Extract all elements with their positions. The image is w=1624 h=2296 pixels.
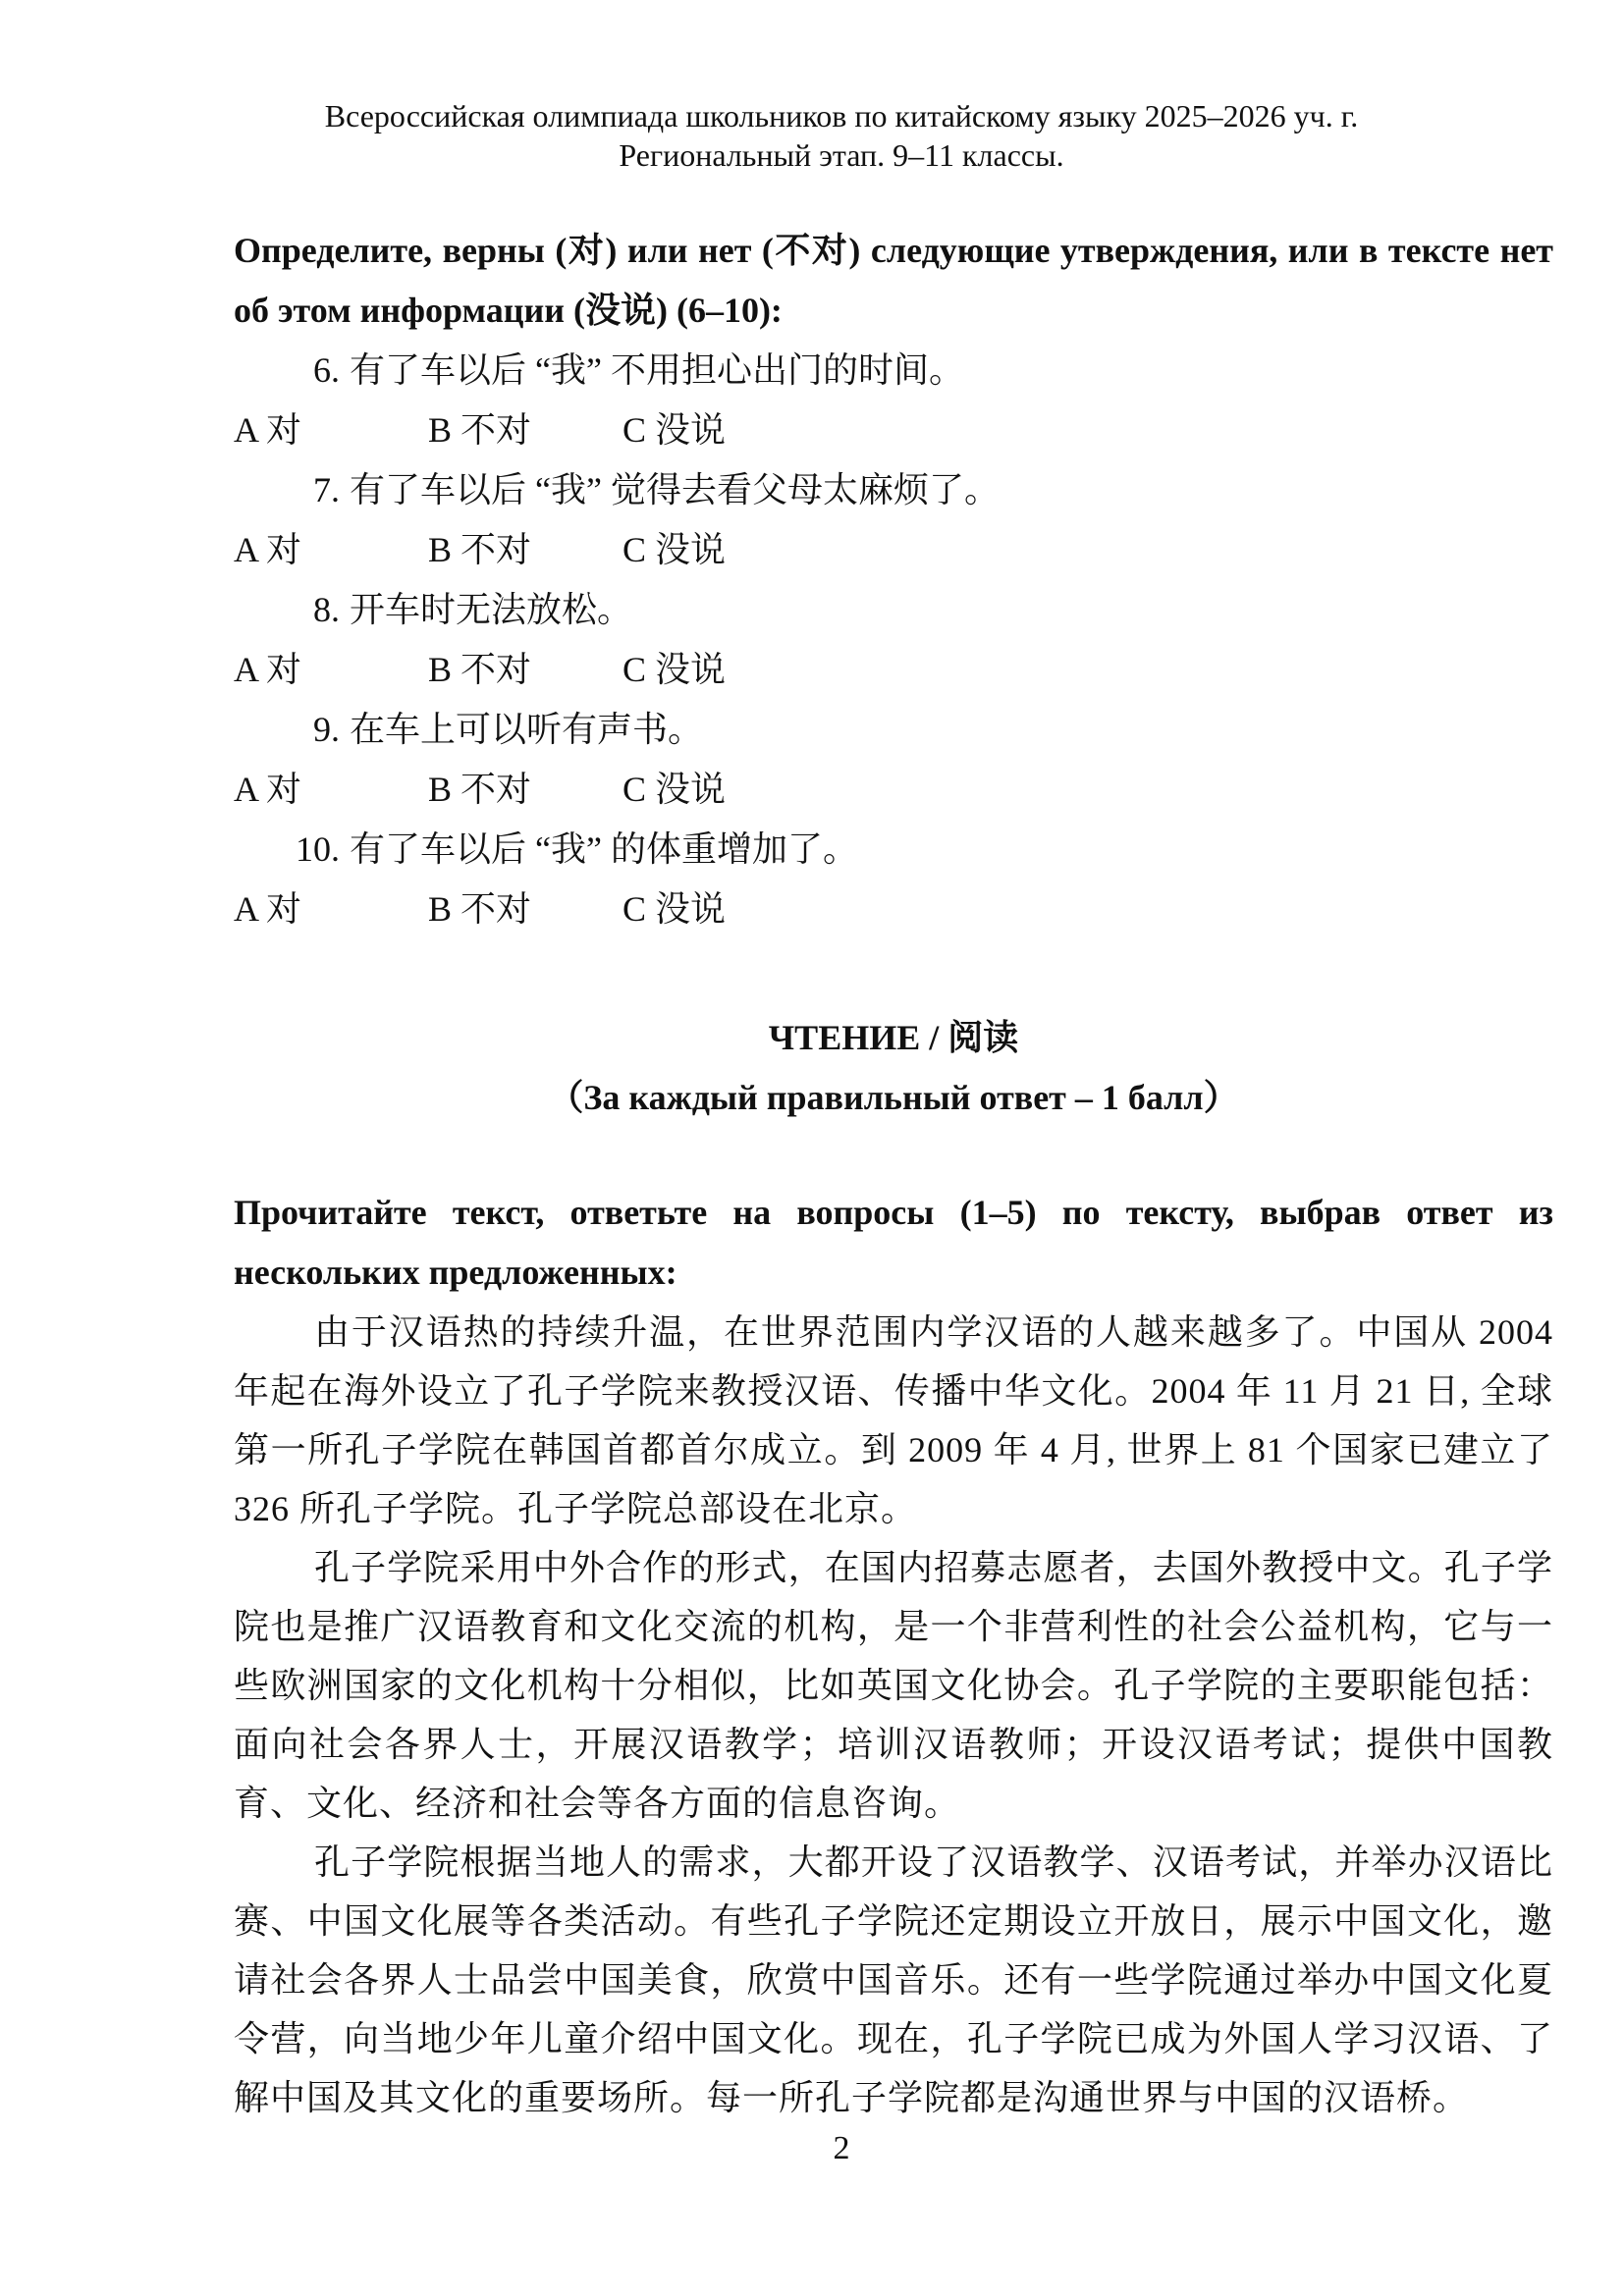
option-c: C 没说 [623,889,727,929]
option-c: C 没说 [623,650,727,689]
option-b: B 不对 [428,889,532,929]
answer-options [234,520,1553,580]
reading-section-title: ЧТЕНИЕ / 阅读 [768,1018,1019,1057]
question-block [234,820,1553,939]
page-header [0,96,1624,175]
option-b: B 不对 [428,530,532,569]
option-a: A 对 [234,410,302,450]
option-c: C 没说 [623,770,727,809]
reading-paragraph-3: 孔子学院根据当地人的需求，大都开设了汉语教学、汉语考试，并举办汉语比赛、中国文化展等各类活动。有些孔子学院还定期设立开放日，展示中国文化，邀请社会各界人士品尝中国美食，欣赏中国音乐。还有一些学院通过举办中国文化夏令营，向当地少年儿童介绍中国文化。现在，孔子学院已成为外国人学习汉语、了解中国及其文化的重要场所。每一所孔子学院都是沟通世界与中国的汉语桥。 [234,1842,1553,2117]
question-number: 9. [313,710,340,749]
answer-options [234,400,1553,460]
question-9 [234,700,1553,760]
reading-scoring-note: （За каждый правильный ответ – 1 балл） [548,1078,1239,1117]
listening-instruction: Определите, верны (对) или нет (不对) следующие утверждения, или в тексте нет об этом информации (没说) (6–10): [234,231,1553,330]
reading-paragraph-2: 孔子学院采用中外合作的形式，在国内招募志愿者，去国外教授中文。孔子学院也是推广汉语教育和文化交流的机构，是一个非营利性的社会公益机构，它与一些欧洲国家的文化机构十分相似，比如英国文化协会。孔子学院的主要职能包括：面向社会各界人士，开展汉语教学；培训汉语教师；开设汉语考试；提供中国教育、文化、经济和社会等各方面的信息咨询。 [234,1548,1553,1823]
question-block [234,341,1553,460]
header-stage: Региональный этап. 9–11 классы. [619,137,1064,173]
question-number: 7. [313,470,340,509]
answer-options [234,760,1553,820]
question-text: 在车上可以听有声书。 [350,710,704,749]
option-c: C 没说 [623,410,727,450]
option-b: B 不对 [428,650,532,689]
question-number: 10. [296,829,340,869]
option-b: B 不对 [428,770,532,809]
question-block [234,700,1553,820]
answer-options [234,640,1553,700]
option-b: B 不对 [428,410,532,450]
question-text: 有了车以后 “我” 的体重增加了。 [350,829,858,869]
option-c: C 没说 [623,530,727,569]
question-text: 有了车以后 “我” 觉得去看父母太麻烦了。 [350,470,1000,509]
reading-paragraph-1: 由于汉语热的持续升温，在世界范围内学汉语的人越来越多了。中国从 2004 年起在海外设立了孔子学院来教授汉语、传播中华文化。2004 年 11 月 21 日, 全球第一所孔子学院在韩国首都首尔成立。到 2009 年 4 月, 世界上 81 个国家已建立了 326 所孔子学院。孔子学院总部设在北京。 [234,1312,1553,1528]
page-number: 2 [833,2130,850,2166]
question-6 [234,341,1553,400]
header-olympiad-title: Всероссийская олимпиада школьников по китайскому языку 2025–2026 уч. г. [324,98,1359,133]
option-a: A 对 [234,889,302,929]
question-block [234,580,1553,700]
question-7 [234,460,1553,520]
page-content [234,221,1553,2127]
option-a: A 对 [234,530,302,569]
answer-options [234,880,1553,939]
option-a: A 对 [234,770,302,809]
question-10 [234,820,1553,880]
reading-instruction: Прочитайте текст, ответьте на вопросы (1–5) по тексту, выбрав ответ из нескольких предложенных: [234,1193,1553,1292]
question-text: 开车时无法放松。 [350,590,633,629]
question-block [234,460,1553,580]
question-8 [234,580,1553,640]
question-number: 6. [313,350,340,390]
question-text: 有了车以后 “我” 不用担心出门的时间。 [350,350,964,390]
option-a: A 对 [234,650,302,689]
question-number: 8. [313,590,340,629]
